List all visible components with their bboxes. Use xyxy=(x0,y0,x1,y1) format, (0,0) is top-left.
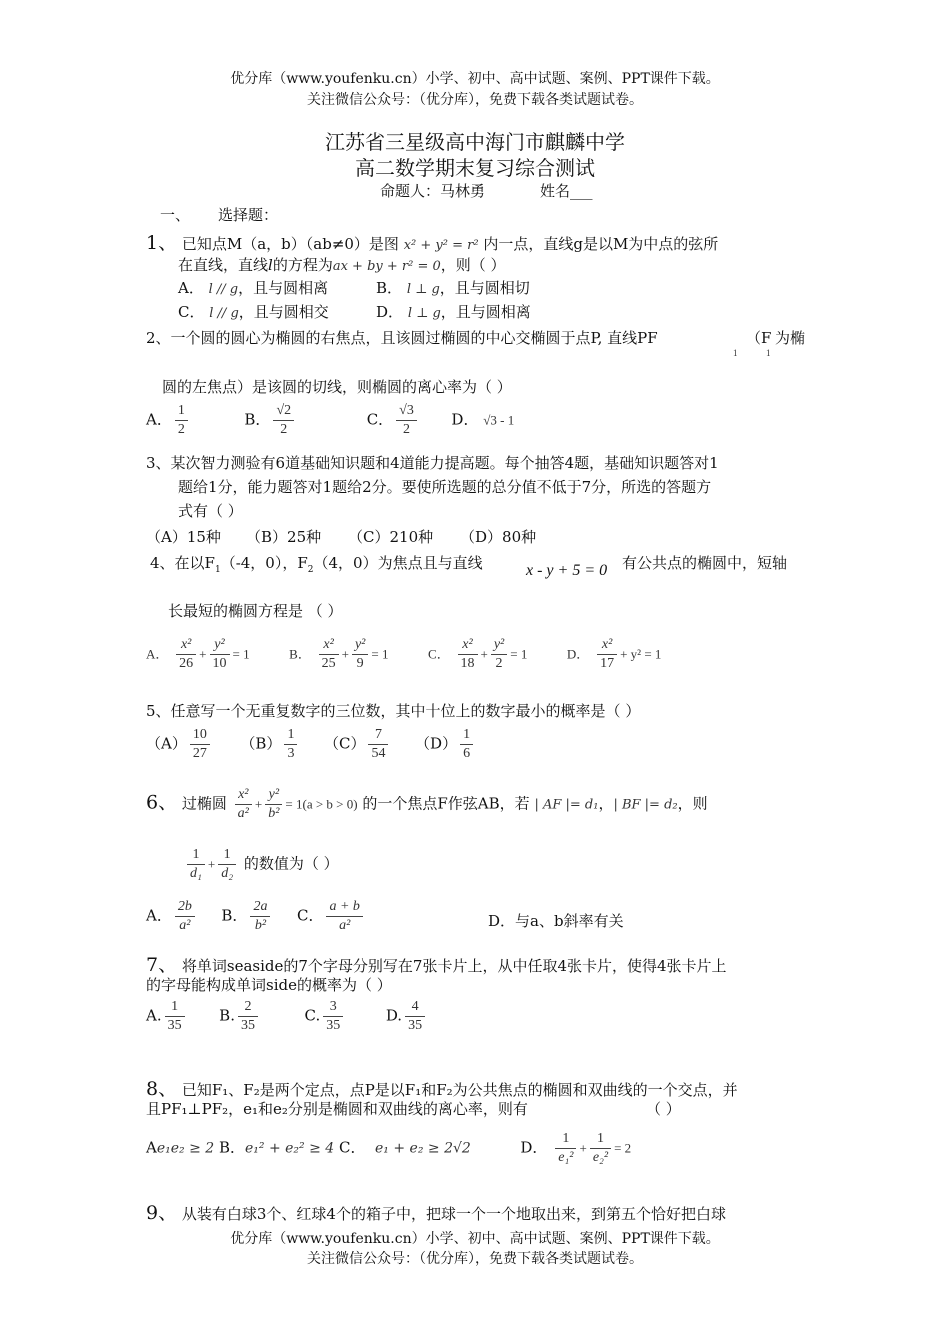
footer-line-1: 优分库（www.youfenku.cn）小学、初中、高中试题、案例、PPT课件下载。 xyxy=(230,1231,720,1247)
denominator: d₁ xyxy=(190,866,202,881)
option-label: D. xyxy=(385,1006,403,1025)
comma: ， xyxy=(598,794,614,813)
question-3-line-1: 3、某次智力测验有6道基础知识题和4道能力提高题。每个抽答4题，基础知识题答对1 xyxy=(146,454,719,472)
numerator: 2b xyxy=(175,898,195,917)
option-expression: e₁ + e₂ ≥ 2√2 xyxy=(375,1140,471,1157)
denominator: 3 xyxy=(287,746,295,761)
question-8-line-1 xyxy=(146,1074,738,1101)
line-l-symbol: l xyxy=(268,256,273,274)
option-tail: = 2 xyxy=(614,1140,632,1156)
option-value: √3 - 1 xyxy=(483,412,515,428)
fraction xyxy=(235,786,252,823)
equals-one: = 1 xyxy=(510,646,528,662)
subscript: 2 xyxy=(307,565,314,575)
option-relation: l // g xyxy=(209,306,239,321)
numerator: 3 xyxy=(323,998,343,1017)
question-4-line-1 xyxy=(150,552,483,575)
question-1-text-c: 在直线，直线 xyxy=(178,256,269,274)
exam-school-title: 江苏省三星级高中海门市麒麟中学 xyxy=(325,130,625,154)
question-7-number: 7、 xyxy=(146,954,178,976)
numerator: 1 xyxy=(165,998,185,1017)
numerator: 10 xyxy=(190,726,210,745)
question-1-text-b: 内一点，直线g是以M为中点的弦所 xyxy=(483,235,719,253)
question-4-options xyxy=(146,636,661,673)
denominator: 26 xyxy=(179,656,194,671)
option-label: A． xyxy=(178,279,204,297)
option-label: B． xyxy=(376,279,403,297)
question-3-line-3: 式有（ ） xyxy=(178,502,243,520)
numerator: y² xyxy=(352,636,368,655)
question-7-line-1 xyxy=(146,950,727,977)
fraction xyxy=(250,898,270,935)
fraction xyxy=(323,998,343,1035)
question-5-options xyxy=(146,726,476,763)
question-6-text-b: 的一个焦点F作弦AB，若 xyxy=(362,794,530,813)
numerator: 1 xyxy=(555,1130,576,1149)
option-label: A xyxy=(146,1138,157,1157)
denominator: a² xyxy=(237,806,249,821)
fraction xyxy=(165,998,185,1035)
fraction xyxy=(396,402,417,439)
option-expression: e₁e₂ ≥ 2 xyxy=(156,1140,215,1157)
option-label: （A） xyxy=(146,734,187,753)
numerator: 4 xyxy=(405,998,425,1017)
option-label: D． xyxy=(376,303,404,321)
plus-sign: + xyxy=(341,646,349,662)
question-9-text: 从装有白球3个、红球4个的箱子中，把球一个一个地取出来，到第五个恰好把白球 xyxy=(181,1205,726,1223)
numerator: 1 xyxy=(284,726,297,745)
fraction xyxy=(352,636,368,673)
option-label: D． xyxy=(566,646,590,662)
question-9-line-1 xyxy=(146,1198,726,1225)
question-1-line-1 xyxy=(146,228,718,255)
option-label: （C） xyxy=(324,734,366,753)
numerator: √2 xyxy=(273,402,294,421)
plus-sign: + xyxy=(199,646,207,662)
bf-distance: | BF |= d₂ xyxy=(613,797,678,813)
af-distance: | AF |= d₁ xyxy=(534,797,599,813)
question-2-line-2: 圆的左焦点）是该圆的切线，则椭圆的离心率为（ ） xyxy=(162,378,512,396)
fraction xyxy=(176,636,196,673)
question-6-text-c: ，则 xyxy=(677,794,708,813)
fraction xyxy=(175,898,195,935)
denominator: 54 xyxy=(371,746,386,761)
option-label: C． xyxy=(428,646,450,662)
question-1-text-a: 已知点M（a，b）（ab≠0）是图 xyxy=(181,235,399,253)
question-6-line-1: 6、 过椭圆 $\frac{\text{x²}}{\text{a²}}$ + $\frac{\text{y²}}{\text{b²}}$ = 1(a > b > 0) 的一个焦点F作弦AB，若 | AF |= d₁，| BF |= d₂，则 xyxy=(146,787,708,821)
question-3-option-b: （B）25种 xyxy=(246,528,322,546)
numerator: 1 xyxy=(187,846,205,865)
fraction xyxy=(460,726,473,763)
denominator: 2 xyxy=(280,422,288,437)
name-field: 姓名___ xyxy=(540,182,593,200)
option-relation: l ⊥ g xyxy=(406,282,440,297)
question-5-text: 5、任意写一个无重复数字的三位数，其中十位上的数字最小的概率是（ ） xyxy=(146,702,641,720)
option-label: C． xyxy=(338,1138,366,1157)
denominator: 18 xyxy=(460,656,475,671)
fraction xyxy=(218,846,236,883)
question-7-line-2: 的字母能构成单词side的概率为（ ） xyxy=(146,976,392,994)
option-label: C. xyxy=(304,1006,321,1025)
option-label: B． xyxy=(244,410,271,429)
subscript: 1 xyxy=(214,565,221,575)
question-8-answer-paren: （ ） xyxy=(646,1100,681,1118)
exam-title: 高二数学期末复习综合测试 xyxy=(355,156,595,180)
circle-equation: x² + y² = r² xyxy=(403,238,479,253)
question-3-line-2: 题给1分，能力题答对1题给2分。要使所选题的总分值不低于7分，所选的答题方 xyxy=(178,478,712,496)
fraction xyxy=(187,846,205,883)
option-text: ，且与圆相离 xyxy=(238,279,329,297)
fraction xyxy=(273,402,294,439)
fraction xyxy=(265,786,282,823)
numerator: 1 xyxy=(460,726,473,745)
denominator: 6 xyxy=(463,746,471,761)
question-6-options xyxy=(146,898,366,935)
option-label: D． xyxy=(520,1138,548,1157)
denominator: e₂² xyxy=(592,1150,609,1165)
option-text: ，且与圆相离 xyxy=(440,303,531,321)
option-relation: l // g xyxy=(208,282,239,297)
section-label: 选择题： xyxy=(218,206,279,224)
option-label: B． xyxy=(218,1138,245,1157)
fraction xyxy=(597,636,617,673)
fraction xyxy=(491,636,507,673)
numerator: x² xyxy=(319,636,339,655)
numerator: 2 xyxy=(238,998,258,1017)
question-3-option-c: （C）210种 xyxy=(348,528,434,546)
denominator: 35 xyxy=(240,1018,255,1033)
numerator: y² xyxy=(491,636,507,655)
question-6-text-a: 过椭圆 xyxy=(181,794,227,813)
question-6-option-d: D．与a、b斜率有关 xyxy=(488,912,624,930)
question-4-text-d: 有公共点的椭圆中，短轴 xyxy=(622,554,788,572)
denominator: a² xyxy=(179,918,191,933)
option-text: ，且与圆相交 xyxy=(238,303,329,321)
denominator: 35 xyxy=(326,1018,341,1033)
numerator: y² xyxy=(210,636,230,655)
option-label: A． xyxy=(146,646,169,662)
denominator: 2 xyxy=(495,656,503,671)
option-label: C． xyxy=(178,303,205,321)
fraction xyxy=(368,726,388,763)
option-expression: e₁² + e₂² ≥ 4 xyxy=(245,1140,335,1157)
question-6-number: 6、 xyxy=(146,791,178,814)
equals-one: = 1 xyxy=(232,646,250,662)
section-number: 一、 xyxy=(160,206,191,224)
denominator: 25 xyxy=(321,656,336,671)
question-2-subscript-2: 1 xyxy=(766,348,771,358)
plus-sign: + xyxy=(480,646,488,662)
fraction xyxy=(555,1130,576,1167)
question-1-text-d: 的方程为 xyxy=(272,256,333,274)
fraction xyxy=(190,726,210,763)
denominator: a² xyxy=(339,918,351,933)
option-label: C． xyxy=(297,906,324,925)
question-1-option-a xyxy=(178,277,328,298)
denominator: 27 xyxy=(192,746,207,761)
fraction xyxy=(326,898,362,935)
fraction xyxy=(238,998,258,1035)
equals-one: = 1 xyxy=(371,646,389,662)
question-4-text-c: （4，0）为焦点且与直线 xyxy=(313,554,483,572)
question-2-f1: （F xyxy=(746,329,772,347)
question-1-option-d xyxy=(376,301,531,322)
numerator: 1 xyxy=(590,1130,611,1149)
option-label: D． xyxy=(451,410,479,429)
denominator: 9 xyxy=(356,656,364,671)
question-3-option-d: （D）80种 xyxy=(460,528,537,546)
denominator: 17 xyxy=(600,656,615,671)
fraction xyxy=(458,636,478,673)
denominator: d₂ xyxy=(221,866,234,881)
question-1-option-c xyxy=(178,301,329,322)
header-line-2: 关注微信公众号：（优分库），免费下载各类试题试卷。 xyxy=(307,92,643,108)
question-8-text: 已知F₁、F₂是两个定点，点P是以F₁和F₂为公共焦点的椭圆和双曲线的一个交点，并 xyxy=(181,1081,738,1099)
fraction xyxy=(210,636,230,673)
numerator: √3 xyxy=(396,402,417,421)
fraction xyxy=(175,402,188,439)
question-4-text-a: 4、在以F xyxy=(150,554,215,572)
fraction xyxy=(319,636,339,673)
denominator: e₁² xyxy=(558,1150,574,1165)
question-2-options xyxy=(146,402,514,439)
question-8-options xyxy=(146,1130,631,1167)
numerator: 2a xyxy=(250,898,270,917)
option-label: B. xyxy=(219,1006,235,1025)
question-1-number: 1、 xyxy=(146,232,178,254)
question-6-line-2: $\frac{1}{\text{d₁}}$ + $\frac{1}{\text{d₂}}$ 的数值为（ ） xyxy=(184,846,339,883)
option-label: B． xyxy=(221,906,248,925)
denominator: 35 xyxy=(408,1018,423,1033)
question-8-line-2: 且PF₁⊥PF₂，e₁和e₂分别是椭圆和双曲线的离心率，则有 xyxy=(146,1100,528,1118)
denominator: b² xyxy=(268,806,280,821)
numerator: x² xyxy=(176,636,196,655)
fraction xyxy=(405,998,425,1035)
header-line-1: 优分库（www.youfenku.cn）小学、初中、高中试题、案例、PPT课件下载。 xyxy=(230,71,720,87)
numerator: x² xyxy=(597,636,617,655)
line-equation: ax + by + r² = 0 xyxy=(332,259,441,274)
numerator: x² xyxy=(235,786,252,805)
fraction xyxy=(590,1130,611,1167)
question-4-text-b: （-4，0），F xyxy=(220,554,308,572)
option-tail: + y² = 1 xyxy=(620,646,662,662)
question-7-text: 将单词seaside的7个字母分别写在7张卡片上，从中任取4张卡片，使得4张卡片上 xyxy=(181,957,727,975)
question-6-text-d: 的数值为（ ） xyxy=(243,854,339,873)
numerator: y² xyxy=(265,786,282,805)
question-9-number: 9、 xyxy=(146,1202,178,1224)
numerator: 7 xyxy=(368,726,388,745)
option-label: A． xyxy=(146,906,172,925)
question-2-subscript-1: 1 xyxy=(733,348,738,358)
option-label: （D） xyxy=(415,734,458,753)
question-2-text-b: 为椭 xyxy=(775,329,806,347)
option-label: C． xyxy=(366,410,394,429)
ellipse-condition: = 1(a > b > 0) xyxy=(285,796,358,812)
question-1-line-2 xyxy=(178,254,506,275)
question-3-option-a: （A）15种 xyxy=(146,528,221,546)
denominator: 2 xyxy=(403,422,411,437)
denominator: 10 xyxy=(212,656,227,671)
denominator: b² xyxy=(254,918,267,933)
option-label: B． xyxy=(289,646,311,662)
question-1-option-b xyxy=(376,277,530,298)
question-4-line-2: 长最短的椭圆方程是 （ ） xyxy=(168,602,343,620)
plus-sign: + xyxy=(579,1140,587,1156)
option-text: ，且与圆相切 xyxy=(439,279,530,297)
question-8-number: 8、 xyxy=(146,1078,178,1100)
option-relation: l ⊥ g xyxy=(407,306,441,321)
question-2-line-1: 2、一个圆的圆心为椭圆的右焦点，且该圆过椭圆的中心交椭圆于点P, 直线PF xyxy=(146,329,658,347)
denominator: 35 xyxy=(167,1018,182,1033)
option-label: A. xyxy=(146,1006,162,1025)
author-line: 命题人：马林勇 xyxy=(380,182,486,200)
fraction xyxy=(284,726,297,763)
question-7-options xyxy=(146,998,428,1035)
option-label: （B） xyxy=(240,734,282,753)
option-label: A． xyxy=(146,410,172,429)
numerator: 1 xyxy=(218,846,236,865)
numerator: x² xyxy=(458,636,478,655)
denominator: 2 xyxy=(177,422,185,437)
numerator: a + b xyxy=(326,898,362,917)
footer-line-2: 关注微信公众号：（优分库），免费下载各类试题试卷。 xyxy=(307,1251,643,1267)
numerator: 1 xyxy=(175,402,188,421)
line-equation-q4: x - y + 5 = 0 xyxy=(526,562,608,579)
question-1-text-e: ，则（ ） xyxy=(440,256,506,274)
